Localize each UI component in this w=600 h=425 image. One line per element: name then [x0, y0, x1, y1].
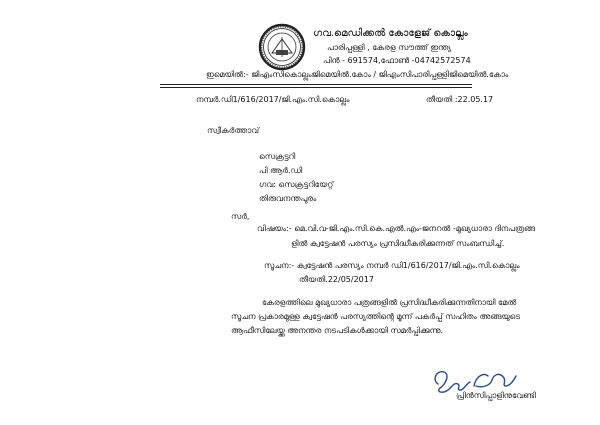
college-email: ഇമെയിൽ:- ജിഎംസികൊല്ലംജിമെയിൽ.കോം / ജിഎംസിപാരിപ്പള്ളിജിമെയിൽ.കോം [206, 70, 509, 79]
college-name: ഗവ.മെഡിക്കൽ കോളേജ് കൊല്ലം [313, 28, 468, 39]
reference-number: നമ്പർ.ഡി1/616/2017/ജി.എം.സി.കൊല്ലം [196, 95, 350, 104]
reference-date: തീയതി :22.05.17 [426, 95, 494, 104]
header-rule-bottom [160, 87, 472, 88]
signatory-label: പ്രിൻസിപ്പാളിനുവേണ്ടി [456, 391, 536, 400]
college-address: പാരിപ്പള്ളി , കേരള സൗത്ത് ഇന്ത്യ [327, 43, 451, 52]
body-line-1: കേരളത്തിലെ മുഖ്യധാരാ പത്രങ്ങളിൽ പ്രസിദ്ധീകരിക്കുന്നതിനായി മേൽ [262, 298, 517, 307]
header-rule-top [160, 84, 472, 85]
subject-line-2: ളിൽ ക്വട്ടേഷൻ പരസ്യം പ്രസിദ്ധീകരിക്കുന്നത് സംബന്ധിച്ച്. [291, 239, 505, 248]
recipient-line-3: ഗവ: സെക്രട്ടറിയേറ്റ് [259, 180, 334, 189]
body-line-2: സൂചന പ്രകാരമുള്ള ക്വട്ടേഷൻ പരസ്യത്തിന്റെ മൂന്ന് പകർപ്പ് സഹിതം അങ്ങയുടെ [231, 312, 521, 321]
salutation: സർ, [231, 212, 250, 221]
college-pin-phone: പിൻ - 691574,ഫോൺ -04742572574 [323, 56, 471, 65]
recipient-line-2: പി ആർ.ഡി [259, 166, 303, 175]
recipient-heading: സ്വീകർത്താവ് [207, 126, 259, 135]
recipient-line-4: തിരുവനന്തപുരം [259, 194, 317, 203]
reference-note-line-1: സൂചന:- ക്വട്ടേഷൻ പരസ്യം നമ്പർ ഡി1/616/2017/ജി.എം.സി.കൊല്ലം [264, 261, 520, 270]
reference-note-line-2: തീയതി.22/05/2017 [299, 275, 374, 284]
college-emblem-icon [258, 23, 306, 71]
body-line-3: ആഫീസിലേയ്ക്കു അനന്തര നടപടികൾക്കായി സമർപ്പിക്കുന്നു. [231, 326, 444, 335]
subject-line-1: വിഷയം:- മെ.വി.വ-ജി.എം.സി.കെ.എൽ.എം-ജനറൽ -മുഖ്യധാരാ ദിനപത്രങ്ങ [257, 224, 536, 233]
recipient-line-1: സെക്രട്ടറി [259, 152, 296, 161]
